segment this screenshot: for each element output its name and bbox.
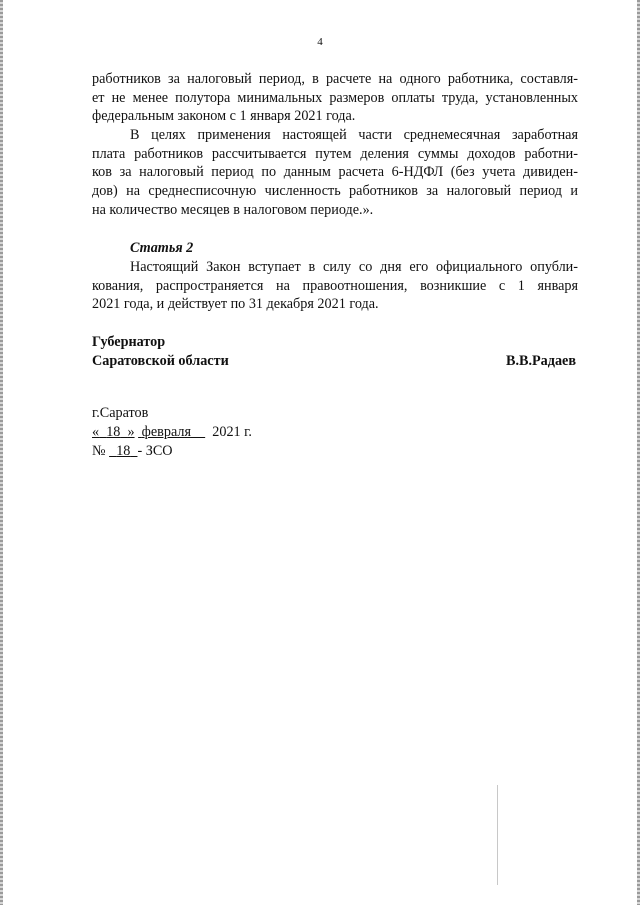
article-heading: Статья 2 <box>130 240 194 256</box>
text-line: федеральным законом с 1 января 2021 года. <box>92 108 356 125</box>
text-line: на количество месяцев в налоговом периоде.». <box>92 201 374 218</box>
article-text <box>92 258 578 314</box>
law-number <box>92 443 173 460</box>
text-line: 2021 года, и действует по 31 декабря 2021 года. <box>92 296 379 313</box>
text-line: плата работников рассчитывается путем деления суммы доходов работни- <box>92 145 578 162</box>
number-sign: № <box>92 443 106 459</box>
number-suffix: - ЗСО <box>137 443 173 459</box>
text-line: работников за налоговый период, в расчете на одного работника, составля- <box>92 71 578 87</box>
text-line: Настоящий Закон вступает в силу со дня его официального опубли- <box>130 259 578 275</box>
text-line: кования, распространяется на правоотношения, возникшие с 1 января <box>92 277 578 294</box>
scan-speck <box>497 785 498 885</box>
scan-edge-left <box>0 0 3 905</box>
paragraph-continuation <box>92 70 578 126</box>
signatory-region: Саратовской области <box>92 353 229 369</box>
paragraph-purpose <box>92 126 578 220</box>
text-line: В целях применения настоящей части среднемесячная заработная <box>130 127 578 143</box>
number-value: 18 <box>116 443 131 459</box>
date-close-quote: » <box>127 424 135 440</box>
date-month: февраля <box>141 424 191 440</box>
text-line: дов) на среднесписочную численность работников за налоговый период и <box>92 183 578 200</box>
page-number: 4 <box>317 36 323 48</box>
place-of-signing: г.Саратов <box>92 405 149 421</box>
date-year: 2021 г. <box>212 424 252 440</box>
text-line: ет не менее полутора минимальных размеров оплаты труда, установленных <box>92 89 578 106</box>
text-line: ков за налоговый период по данным расчета 6-НДФЛ (без учета дивиден- <box>92 164 578 181</box>
signatory-name: В.В.Радаев <box>505 353 576 369</box>
signatory-title: Губернатор <box>92 334 166 350</box>
signing-date <box>92 424 252 441</box>
date-day: 18 <box>106 424 121 440</box>
date-open-quote: « <box>92 424 100 440</box>
